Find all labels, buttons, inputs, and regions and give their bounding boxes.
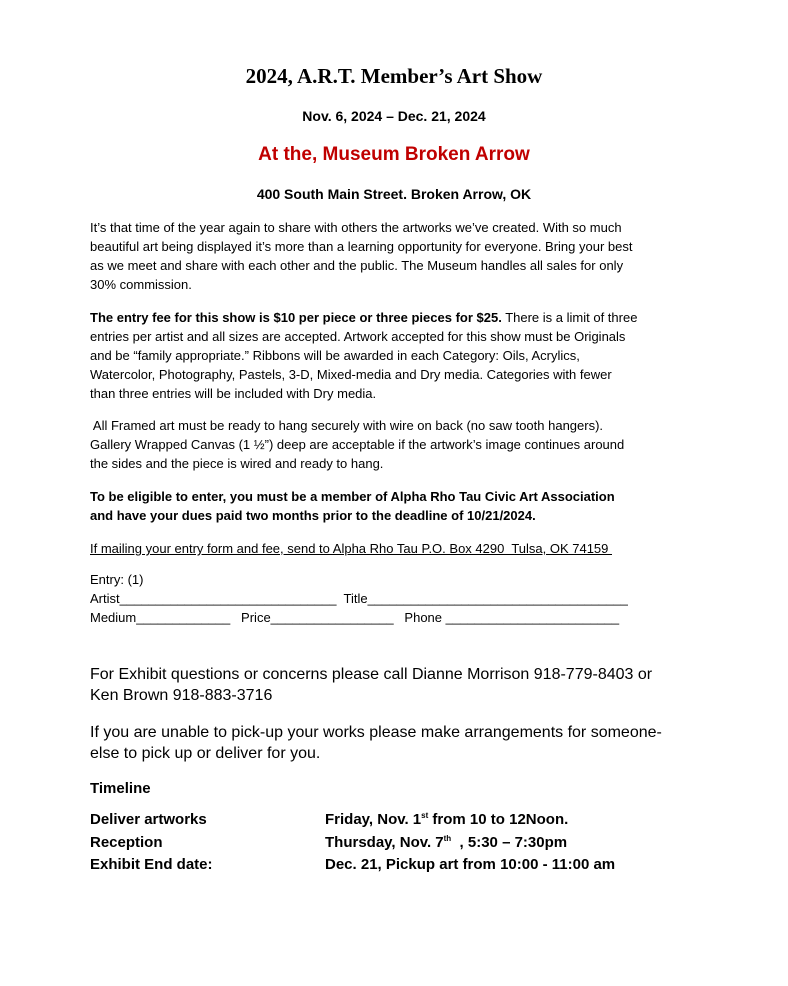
timeline-value: Dec. 21, Pickup art from 10:00 - 11:00 am — [325, 856, 616, 873]
timeline-label: Exhibit End date: — [90, 856, 213, 873]
entry-fee-text: The entry fee for this show is $10 per piece or three pieces for $25. — [90, 310, 502, 325]
contact-paragraph — [90, 664, 652, 706]
contact-line: Ken Brown 918-883-3716 — [90, 687, 273, 704]
entry-heading: Entry: (1) — [90, 572, 144, 587]
intro-line: as we meet and share with each other and the public. The Museum handles all sales for only — [90, 258, 624, 273]
intro-paragraph — [90, 218, 710, 294]
venue-address: 400 South Main Street. Broken Arrow, OK — [256, 186, 532, 202]
entry-limit-text: There is a limit of three — [501, 310, 638, 325]
framing-paragraph — [90, 416, 710, 473]
entry-form — [90, 570, 710, 627]
timeline-label: Reception — [90, 834, 163, 851]
fees-line: and be “family appropriate.” Ribbons will be awarded in each Category: Oils, Acrylics, — [90, 348, 580, 363]
fees-first-line — [90, 308, 710, 327]
fees-line: Watercolor, Photography, Pastels, 3-D, Mixed-media and Dry media. Categories with fewer — [90, 367, 612, 382]
contact-line: For Exhibit questions or concerns please call Dianne Morrison 918-779-8403 or — [90, 666, 653, 683]
intro-line: It’s that time of the year again to share with others the artworks we’ve created. With so much — [90, 220, 622, 235]
eligibility-paragraph — [90, 487, 710, 525]
intro-line: beautiful art being displayed it’s more than a learning opportunity for everyone. Bring your best — [90, 239, 633, 254]
mailing-address: If mailing your entry form and fee, send to Alpha Rho Tau P.O. Box 4290 Tulsa, OK 74159 — [90, 541, 612, 556]
page-title: 2024, A.R.T. Member’s Art Show — [245, 64, 543, 88]
pickup-line: else to pick up or deliver for you. — [90, 745, 321, 762]
intro-line: 30% commission. — [90, 277, 192, 292]
timeline-heading: Timeline — [90, 780, 151, 797]
framing-line: All Framed art must be ready to hang securely with wire on back (no saw tooth hangers). — [90, 418, 604, 433]
timeline-label: Deliver artworks — [90, 811, 207, 828]
venue-heading: At the, Museum Broken Arrow — [258, 144, 530, 165]
fees-line: entries per artist and all sizes are accepted. Artwork accepted for this show must be Originals — [90, 329, 626, 344]
medium-price-phone-line: Medium_____________ Price_________________ Phone ________________________ — [90, 610, 620, 625]
framing-line: Gallery Wrapped Canvas (1 ½”) deep are acceptable if the artwork’s image continues around — [90, 437, 625, 452]
artist-title-line: Artist______________________________ Title____________________________________ — [90, 591, 628, 606]
mailing-paragraph — [90, 539, 710, 558]
pickup-paragraph — [90, 722, 662, 764]
timeline-value: Friday, Nov. 1st from 10 to 12Noon. — [325, 811, 569, 828]
framing-line: the sides and the piece is wired and ready to hang. — [90, 456, 384, 471]
pickup-line: If you are unable to pick-up your works please make arrangements for someone- — [90, 724, 662, 741]
timeline-value: Thursday, Nov. 7th , 5:30 – 7:30pm — [325, 834, 568, 851]
eligibility-line: To be eligible to enter, you must be a member of Alpha Rho Tau Civic Art Association — [90, 489, 615, 504]
show-dates: Nov. 6, 2024 – Dec. 21, 2024 — [302, 108, 486, 124]
fees-line: than three entries will be included with Dry media. — [90, 386, 377, 401]
eligibility-line: and have your dues paid two months prior to the deadline of 10/21/2024. — [90, 508, 536, 523]
fees-paragraph — [90, 308, 710, 403]
